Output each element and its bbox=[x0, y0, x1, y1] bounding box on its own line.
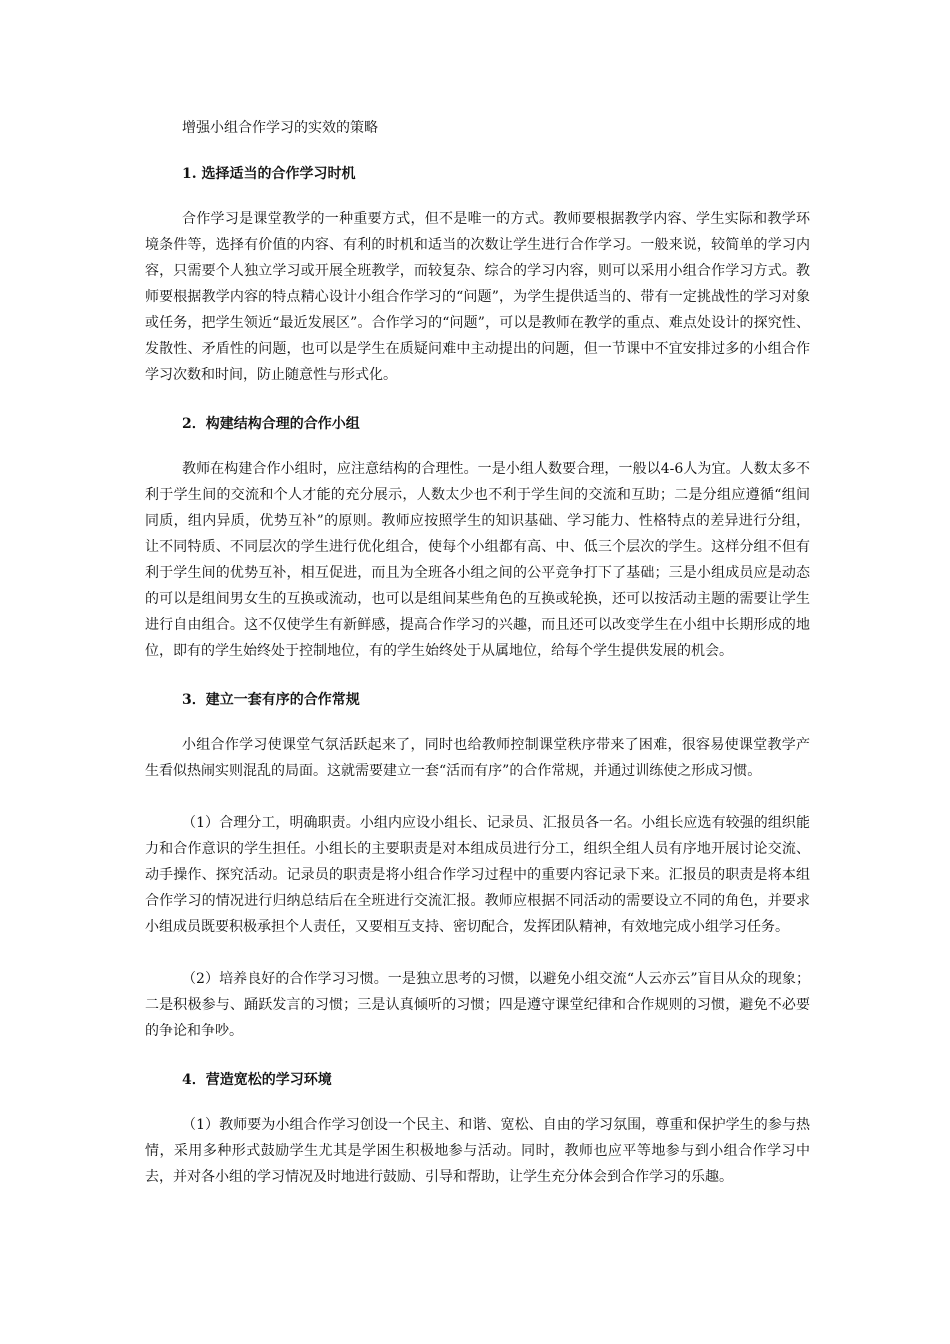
section-2 bbox=[145, 414, 810, 664]
section-3 bbox=[145, 690, 810, 1044]
section-heading: 4．营造宽松的学习环境 bbox=[182, 1072, 332, 1088]
paragraph: （2）培养良好的合作学习习惯。一是独立思考的习惯，以避免小组交流“人云亦云”盲目从众的现象；二是积极参与、踊跃发言的习惯；三是认真倾听的习惯；四是遵守课堂纪律和合作规则的习惯，避免不必要的争论和争吵。 bbox=[145, 971, 810, 1039]
section-heading: 1. 选择适当的合作学习时机 bbox=[182, 166, 356, 182]
section-4 bbox=[145, 1070, 810, 1190]
document-title: 增强小组合作学习的实效的策略 bbox=[182, 120, 378, 136]
paragraph: 小组合作学习使课堂气氛活跃起来了，同时也给教师控制课堂秩序带来了困难，很容易使课堂教学产生看似热闹实则混乱的局面。这就需要建立一套“活而有序”的合作常规，并通过训练使之形成习惯。 bbox=[145, 737, 810, 779]
paragraph: 教师在构建合作小组时，应注意结构的合理性。一是小组人数要合理，一般以4-6人为宜。人数太多不利于学生间的交流和个人才能的充分展示，人数太少也不利于学生间的交流和互助；二是分组应遵循“组间同质，组内异质，优势互补”的原则。教师应按照学生的知识基础、学习能力、性格特点的差异进行分组，让不同特质、不同层次的学生进行优化组合，使每个小组都有高、中、低三个层次的学生。这样分组不但有利于学生间的优势互补，相互促进，而且为全班各小组之间的公平竞争打下了基础；三是小组成员应是动态的可以是组间男女生的互换或流动，也可以是组间某些角色的互换或轮换，还可以按活动主题的需要让学生进行自由组合。这不仅使学生有新鲜感，提高合作学习的兴趣，而且还可以改变学生在小组中长期形成的地位，即有的学生始终处于控制地位，有的学生始终处于从属地位，给每个学生提供发展的机会。 bbox=[145, 461, 810, 659]
paragraph: 合作学习是课堂教学的一种重要方式，但不是唯一的方式。教师要根据教学内容、学生实际和教学环境条件等，选择有价值的内容、有利的时机和适当的次数让学生进行合作学习。一般来说，较简单的学习内容，只需要个人独立学习或开展全班教学，而较复杂、综合的学习内容，则可以采用小组合作学习方式。教师要根据教学内容的特点精心设计小组合作学习的“问题”，为学生提供适当的、带有一定挑战性的学习对象或任务，把学生领近“最近发展区”。合作学习的“问题”，可以是教师在教学的重点、难点处设计的探究性、发散性、矛盾性的问题，也可以是学生在质疑问难中主动提出的问题，但一节课中不宜安排过多的小组合作学习次数和时间，防止随意性与形式化。 bbox=[145, 211, 810, 383]
section-1 bbox=[145, 164, 810, 388]
paragraph: （1）教师要为小组合作学习创设一个民主、和谐、宽松、自由的学习氛围，尊重和保护学生的参与热情，采用多种形式鼓励学生尤其是学困生积极地参与活动。同时，教师也应平等地参与到小组合作学习中去，并对各小组的学习情况及时地进行鼓励、引导和帮助，让学生充分体会到合作学习的乐趣。 bbox=[145, 1117, 810, 1185]
section-heading: 2．构建结构合理的合作小组 bbox=[182, 416, 360, 432]
section-heading: 3．建立一套有序的合作常规 bbox=[182, 692, 360, 708]
document-page bbox=[145, 118, 810, 1216]
paragraph: （1）合理分工，明确职责。小组内应设小组长、记录员、汇报员各一名。小组长应选有较强的组织能力和合作意识的学生担任。小组长的主要职责是对本组成员进行分工，组织全组人员有序地开展讨论交流、动手操作、探究活动。记录员的职责是将小组合作学习过程中的重要内容记录下来。汇报员的职责是将本组合作学习的情况进行归纳总结后在全班进行交流汇报。教师应根据不同活动的需要设立不同的角色，并要求小组成员既要积极承担个人责任，又要相互支持、密切配合，发挥团队精神，有效地完成小组学习任务。 bbox=[145, 815, 810, 935]
